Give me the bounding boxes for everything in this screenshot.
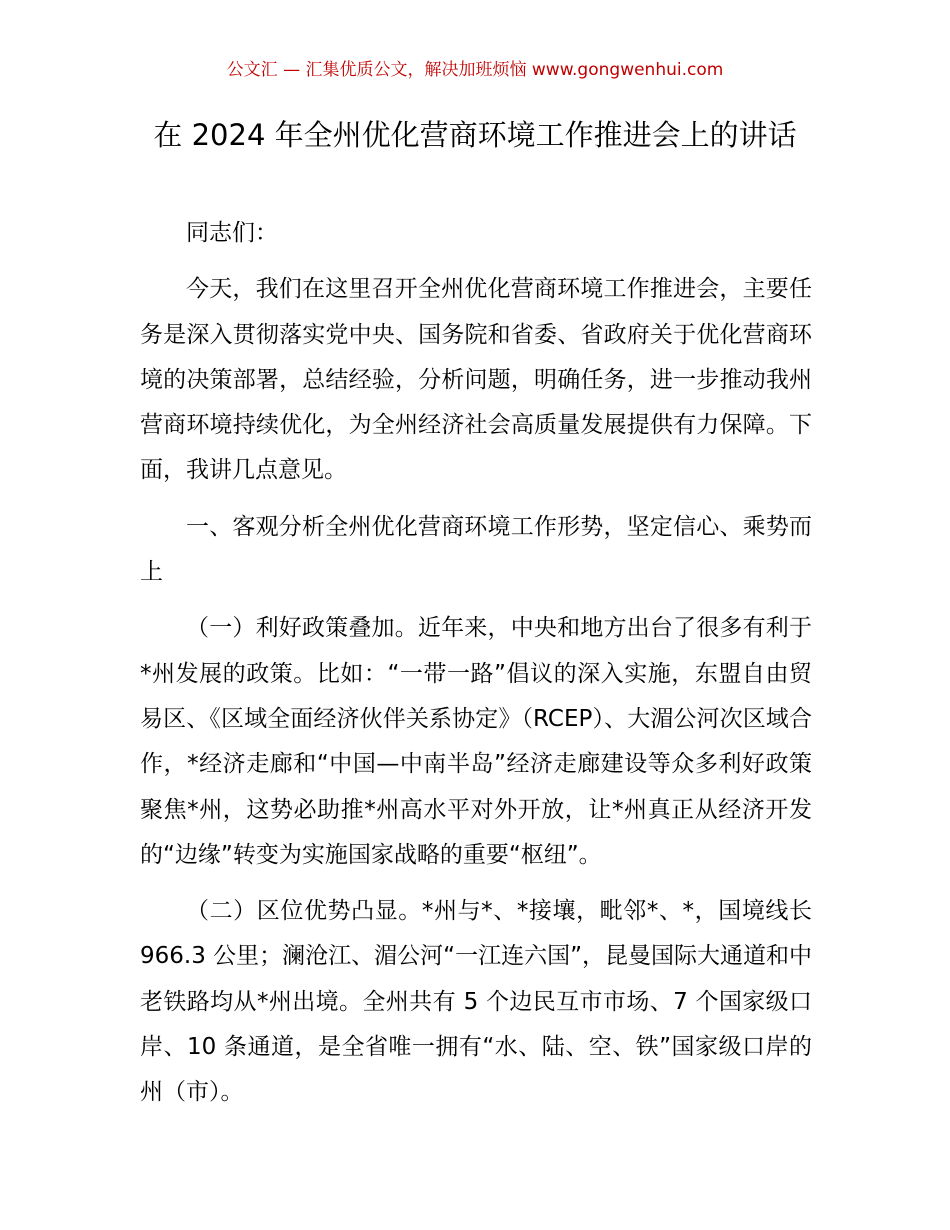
paragraph-location: （二）区位优势凸显。*州与*、*接壤，毗邻*、*，国境线长 966.3 公里；澜沧江、湄公河“一江连六国”，昆曼国际大通道和中老铁路均从*州出境。全州共有 5 个边民互市市场、7 个国家级口岸、10 条通道，是全省唯一拥有“水、陆、空、铁”国家级口岸的州（市）。: [140, 898, 812, 1106]
paragraph-policy: （一）利好政策叠加。近年来，中央和地方出台了很多有利于*州发展的政策。比如：“一带一路”倡议的深入实施，东盟自由贸易区、《区域全面经济伙伴关系协定》（RCEP）、大湄公河次区域合作，*经济走廊和“中国—中南半岛”经济走廊建设等众多利好政策聚焦*州，这势必助推*州高水平对外开放，让*州真正从经济开发的“边缘”转变为实施国家战略的重要“枢纽”。: [140, 615, 812, 868]
document-body: [140, 211, 812, 1127]
paragraph-intro: 今天，我们在这里召开全州优化营商环境工作推进会，主要任务是深入贯彻落实党中央、国务院和省委、省政府关于优化营商环境的决策部署，总结经验，分析问题，明确任务，进一步推动我州营商环境持续优化，为全州经济社会高质量发展提供有力保障。下面，我讲几点意见。: [140, 276, 812, 484]
site-header-banner: 公文汇 — 汇集优质公文，解决加班烦恼 www.gongwenhui.com: [226, 60, 724, 80]
section-heading-1: 一、客观分析全州优化营商环境工作形势，坚定信心、乘势而上: [140, 513, 812, 586]
document-title: 在 2024 年全州优化营商环境工作推进会上的讲话: [153, 118, 797, 152]
salutation: 同志们：: [186, 220, 278, 246]
